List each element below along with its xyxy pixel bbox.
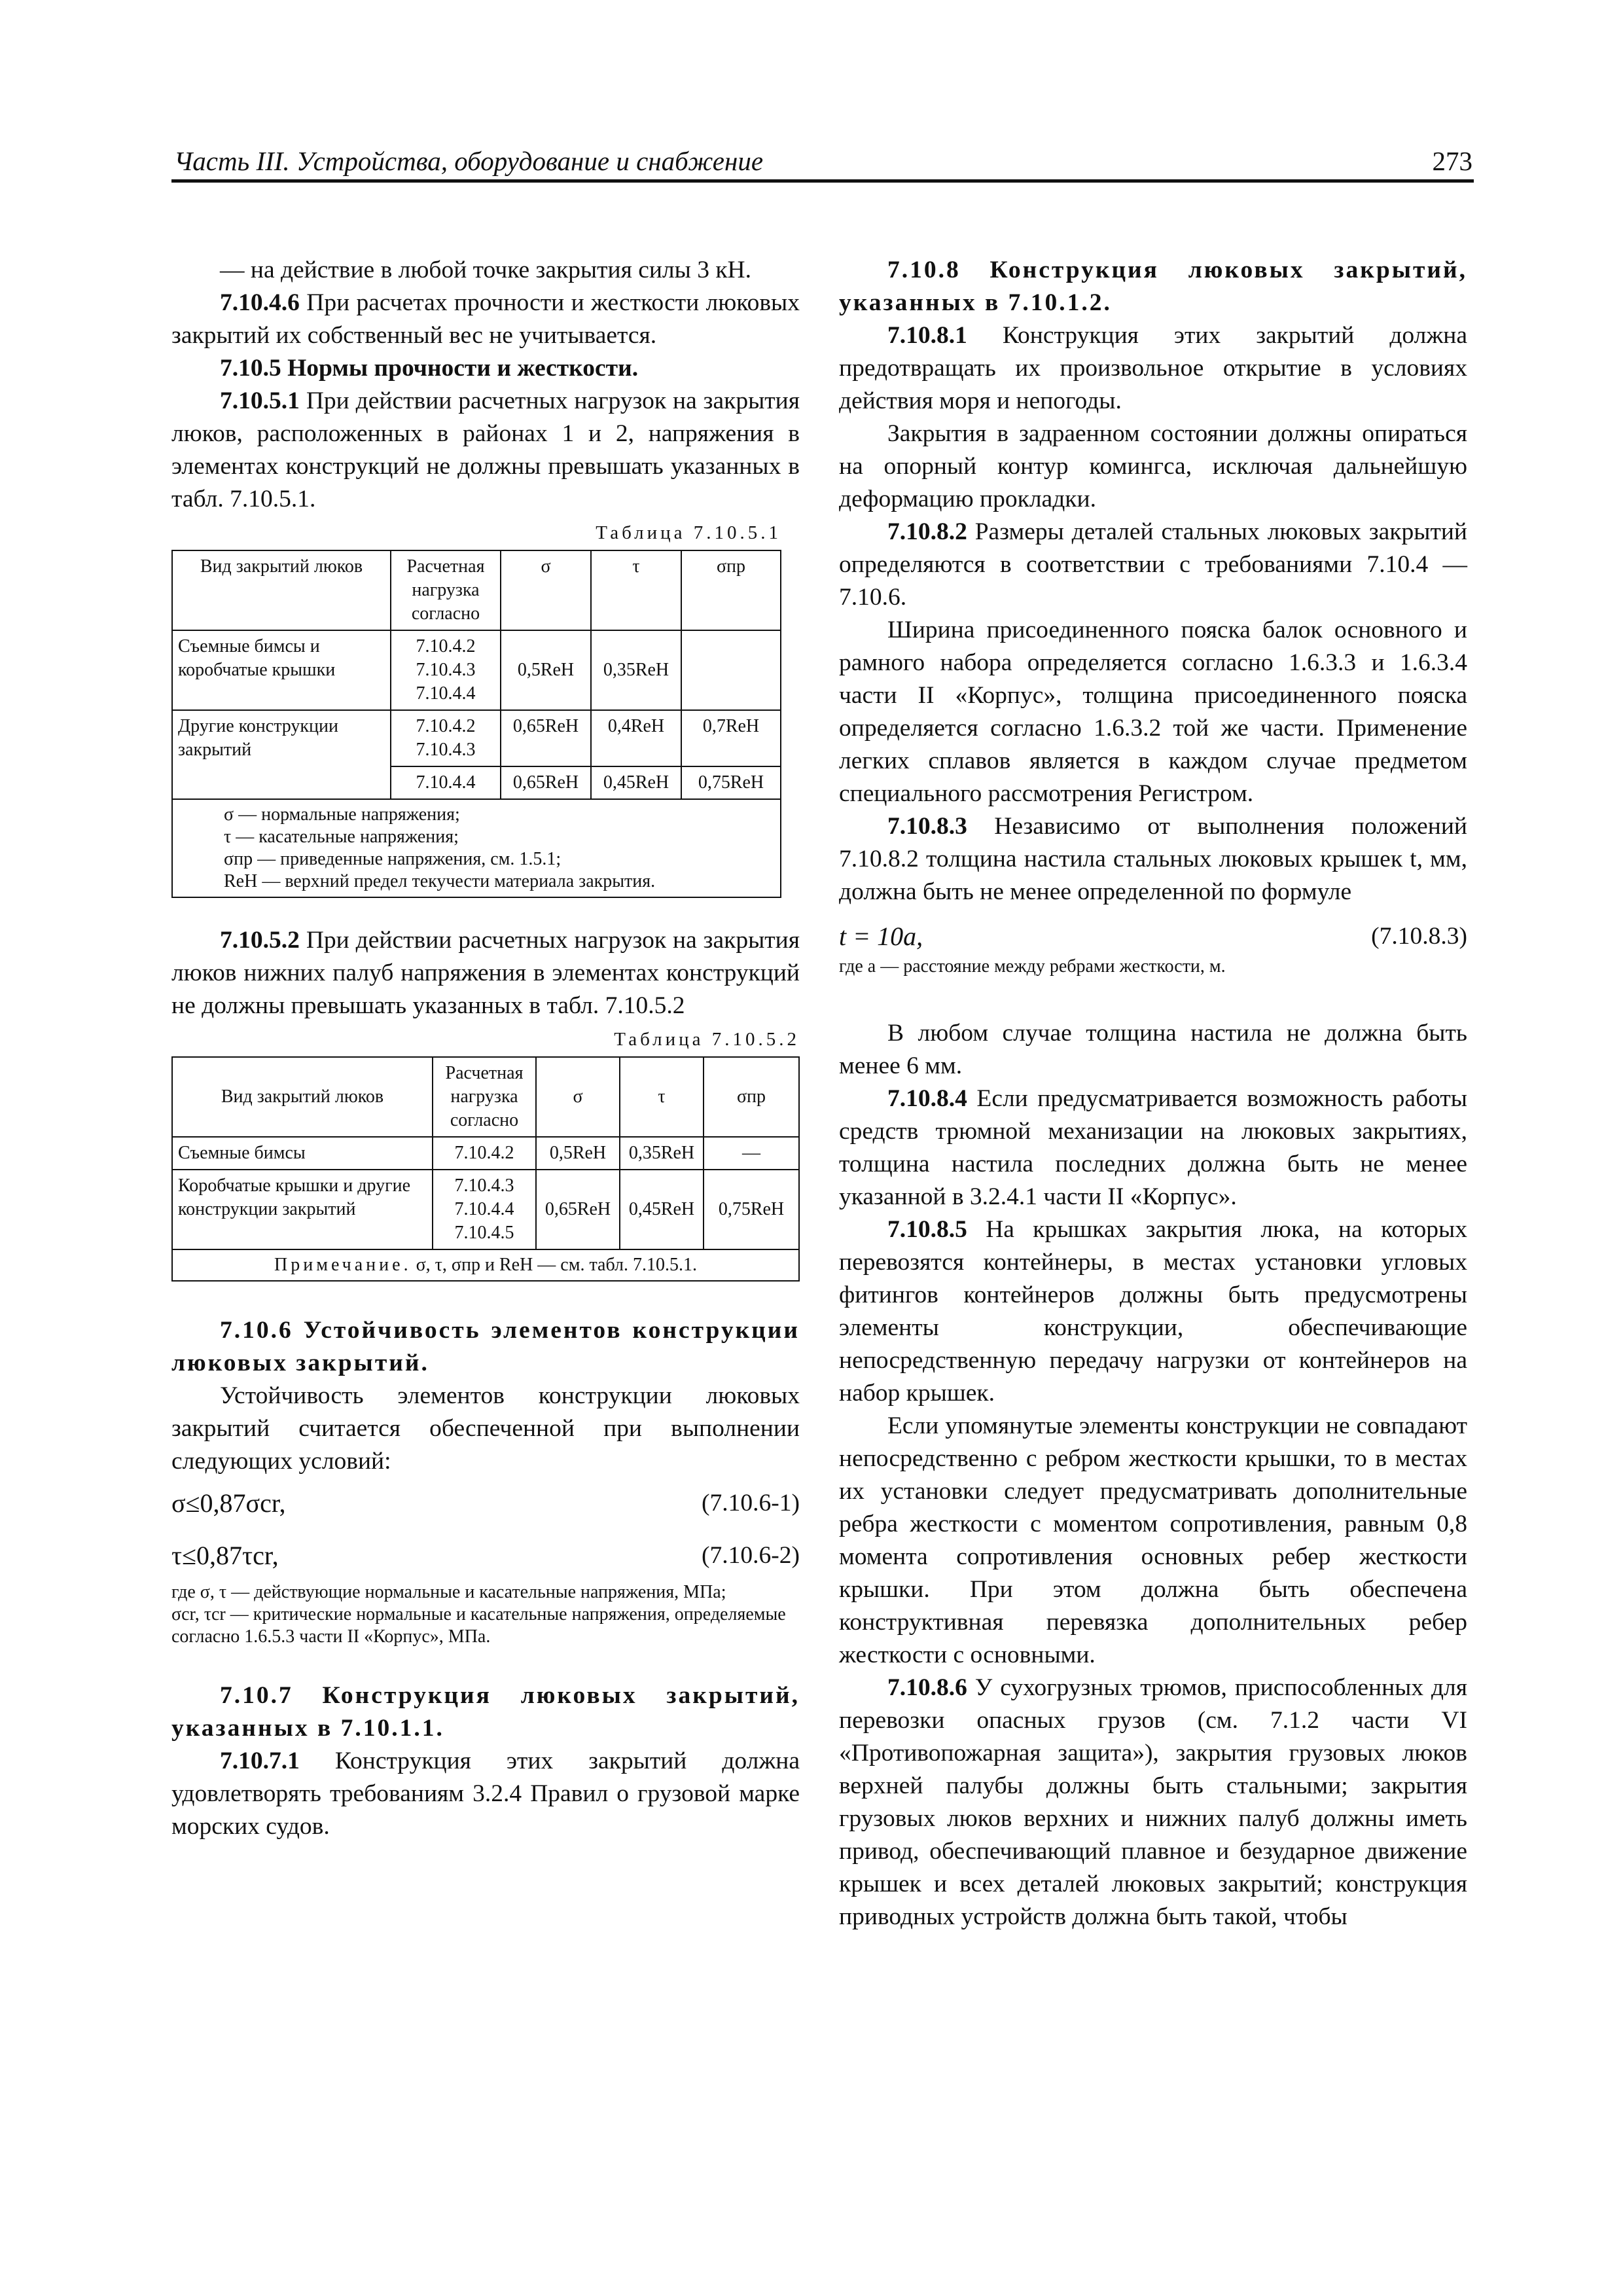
paragraph: — на действие в любой точке закрытия силы 3 кН. [220, 257, 751, 283]
formula-number: (7.10.6-2) [702, 1542, 800, 1569]
table-header-cell: Вид закрытий люков [172, 1057, 433, 1137]
table-row [172, 1137, 799, 1170]
table-caption: Таблица 7.10.5.2 [614, 1029, 800, 1050]
clause-number: 7.10.8.4 [887, 1085, 967, 1112]
table-header-cell: Вид закрытий люков [172, 550, 391, 630]
table-cell: 0,7ReH [681, 710, 781, 766]
clause-number: 7.10.5.2 [220, 927, 300, 954]
table-row [172, 1170, 799, 1249]
table-7-10-5-2 [171, 1056, 800, 1282]
table-note: Примечание. σ, τ, σпр и ReH — см. табл. 7.10.5.1. [172, 1249, 799, 1281]
formula-7-10-8-3: t = 10a, (7.10.8.3) [839, 918, 1467, 956]
table-header-cell: τ [620, 1057, 704, 1137]
table-cell: 7.10.4.2 7.10.4.3 [391, 710, 501, 766]
paragraph: 7.10.7.1 Конструкция этих закрытий должна удовлетворять требованиям 3.2.4 Правил о грузовой марке морских судов. [171, 1748, 800, 1840]
formula-7-10-6-1: σ≤0,87σcr, (7.10.6-1) [171, 1484, 800, 1522]
formula-term: где σ, τ — действующие нормальные и касательные напряжения, МПа; [171, 1582, 726, 1602]
paragraph: 7.10.8.1 Конструкция этих закрытий должна предотвращать их произвольное открытие в условиях действия моря и непогоды. [839, 322, 1467, 414]
table-header-cell: Расчетная нагрузка согласно [433, 1057, 536, 1137]
clause-number: 7.10.8.2 [887, 518, 967, 545]
table-header-row [172, 550, 781, 630]
table-cell: Другие конструкции закрытий [172, 710, 391, 799]
table-cell: 0,35ReH [591, 630, 681, 710]
formula-7-10-6-2: τ≤0,87τcr, (7.10.6-2) [171, 1537, 800, 1575]
paragraph: В любом случае толщина настила не должна быть менее 6 мм. [839, 1020, 1467, 1079]
table-cell: — [704, 1137, 799, 1170]
paragraph: 7.10.8.6 У сухогрузных трюмов, приспособленных для перевозки опасных грузов (см. 7.1.2 части VI «Противопожарная защита»), закрытия грузовых люков верхней палубы должны быть стальными; закрытия грузовых люков верхних и нижних палуб должны иметь привод, обеспечивающий плавное и безударное движение крышек и всех деталей люковых закрытий; конструкция приводных устройств должна быть такой, чтобы [839, 1674, 1467, 1930]
paragraph: 7.10.5.2 При действии расчетных нагрузок на закрытия люков нижних палуб напряжения в элементах конструкций не должны превышать указанных в табл. 7.10.5.2 [171, 927, 800, 1019]
clause-number: 7.10.8.3 [887, 813, 967, 840]
formula-number: (7.10.6-1) [702, 1490, 800, 1516]
table-cell: 0,35ReH [620, 1137, 704, 1170]
table-header-cell: σ [501, 550, 591, 630]
table-cell: Съемные бимсы [172, 1137, 433, 1170]
table-cell: 0,75ReH [704, 1170, 799, 1249]
table-legend [172, 799, 781, 897]
running-title: Часть III. Устройства, оборудование и снабжение [174, 146, 764, 176]
table-header-cell: σпр [704, 1057, 799, 1137]
clause-number: 7.10.8.6 [887, 1674, 967, 1701]
table-header-cell: σпр [681, 550, 781, 630]
table-header-row [172, 1057, 799, 1137]
page-number: 273 [1432, 146, 1472, 176]
running-header [171, 143, 1474, 183]
legend-line: ReH — верхний предел текучести материала закрытия. [224, 871, 656, 891]
formula-number: (7.10.8.3) [1371, 923, 1467, 950]
paragraph: 7.10.8.5 На крышках закрытия люка, на которых перевозятся контейнеры, в местах установки угловых фитингов контейнеров должны быть предусмотрены элементы конструкции, обеспечивающие непосредственную передачу нагрузки от контейнеров на набор крышек. [839, 1216, 1467, 1407]
table-cell: 0,5ReH [536, 1137, 620, 1170]
paragraph: 7.10.5.1 При действии расчетных нагрузок на закрытия люков, расположенных в районах 1 и 2, напряжения в элементах конструкций не должны превышать указанных в табл. 7.10.5.1. [171, 387, 800, 512]
table-cell: 7.10.4.3 7.10.4.4 7.10.4.5 [433, 1170, 536, 1249]
table-cell: 0,65ReH [501, 766, 591, 799]
table-cell: 7.10.4.4 [391, 766, 501, 799]
clause-number: 7.10.4.6 [220, 289, 300, 316]
section-heading: 7.10.6 Устойчивость элементов конструкции люковых закрытий. [171, 1317, 800, 1376]
table-cell: 0,45ReH [591, 766, 681, 799]
table-cell: 0,65ReH [536, 1170, 620, 1249]
table-cell: 0,65ReH [501, 710, 591, 766]
table-cell [681, 630, 781, 710]
formula-term: σcr, τcr — критические нормальные и касательные напряжения, определяемые согласно 1.6.5.3 части II «Корпус», МПа. [171, 1604, 786, 1647]
table-cell: 0,45ReH [620, 1170, 704, 1249]
clause-number: 7.10.5.1 [220, 387, 300, 414]
left-column [171, 254, 800, 1843]
table-cell: 0,75ReH [681, 766, 781, 799]
table-cell: Съемные бимсы и коробчатые крышки [172, 630, 391, 710]
table-row [172, 630, 781, 710]
table-header-cell: τ [591, 550, 681, 630]
table-7-10-5-1 [171, 550, 781, 898]
paragraph: 7.10.4.6 При расчетах прочности и жесткости люковых закрытий их собственный вес не учитывается. [171, 289, 800, 349]
paragraph: Устойчивость элементов конструкции люковых закрытий считается обеспеченной при выполнении следующих условий: [171, 1382, 800, 1475]
table-cell: 0,4ReH [591, 710, 681, 766]
table-note-row [172, 1249, 799, 1281]
paragraph: 7.10.8.4 Если предусматривается возможность работы средств трюмной механизации на люковых закрытиях, толщина настила последних должна быть не менее указанной в 3.2.4.1 части II «Корпус». [839, 1085, 1467, 1210]
table-legend-row [172, 799, 781, 897]
paragraph: Если упомянутые элементы конструкции не совпадают непосредственно с ребром жесткости крышки, то в местах их установки следует предусматривать дополнительные ребра жесткости с моментом сопротивления, равным 0,8 момента сопротивления основных ребер жесткости крышки. При этом должна быть обеспечена конструктивная перевязка дополнительных ребер жесткости с основными. [839, 1412, 1467, 1668]
section-heading: 7.10.5 Нормы прочности и жесткости. [220, 355, 639, 382]
table-row [172, 710, 781, 766]
table-cell: Коробчатые крышки и другие конструкции закрытий [172, 1170, 433, 1249]
formula-term: где a — расстояние между ребрами жесткости, м. [839, 956, 1226, 977]
clause-number: 7.10.8.1 [887, 322, 967, 349]
clause-number: 7.10.7.1 [220, 1748, 300, 1774]
formula-terms [171, 1581, 800, 1648]
section-heading: 7.10.8 Конструкция люковых закрытий, указанных в 7.10.1.2. [839, 257, 1467, 316]
clause-number: 7.10.8.5 [887, 1216, 967, 1243]
table-cell: 7.10.4.2 7.10.4.3 7.10.4.4 [391, 630, 501, 710]
note-label: Примечание. [274, 1255, 412, 1275]
table-cell: 7.10.4.2 [433, 1137, 536, 1170]
legend-line: τ — касательные напряжения; [224, 827, 459, 847]
legend-line: σ — нормальные напряжения; [224, 804, 460, 825]
table-cell: 0,5ReH [501, 630, 591, 710]
section-heading: 7.10.7 Конструкция люковых закрытий, указанных в 7.10.1.1. [171, 1682, 800, 1742]
legend-line: σпр — приведенные напряжения, см. 1.5.1; [224, 849, 562, 869]
table-caption: Таблица 7.10.5.1 [596, 522, 781, 543]
paragraph: 7.10.8.3 Независимо от выполнения положений 7.10.8.2 толщина настила стальных люковых крышек t, мм, должна быть не менее определенной по формуле [839, 813, 1467, 905]
paragraph: Ширина присоединенного пояска балок основного и рамного набора определяется согласно 1.6.3.3 и 1.6.3.4 части II «Корпус», толщина присоединенного пояска определяется согласно 1.6.3.2 той же части. Применение легких сплавов является в каждом случае предметом специального рассмотрения Регистром. [839, 617, 1467, 807]
right-column [839, 254, 1467, 1933]
paragraph: Закрытия в задраенном состоянии должны опираться на опорный контур комингса, исключая дальнейшую деформацию прокладки. [839, 420, 1467, 512]
paragraph: 7.10.8.2 Размеры деталей стальных люковых закрытий определяются в соответствии с требованиями 7.10.4 — 7.10.6. [839, 518, 1467, 611]
table-header-cell: Расчетная нагрузка согласно [391, 550, 501, 630]
table-header-cell: σ [536, 1057, 620, 1137]
